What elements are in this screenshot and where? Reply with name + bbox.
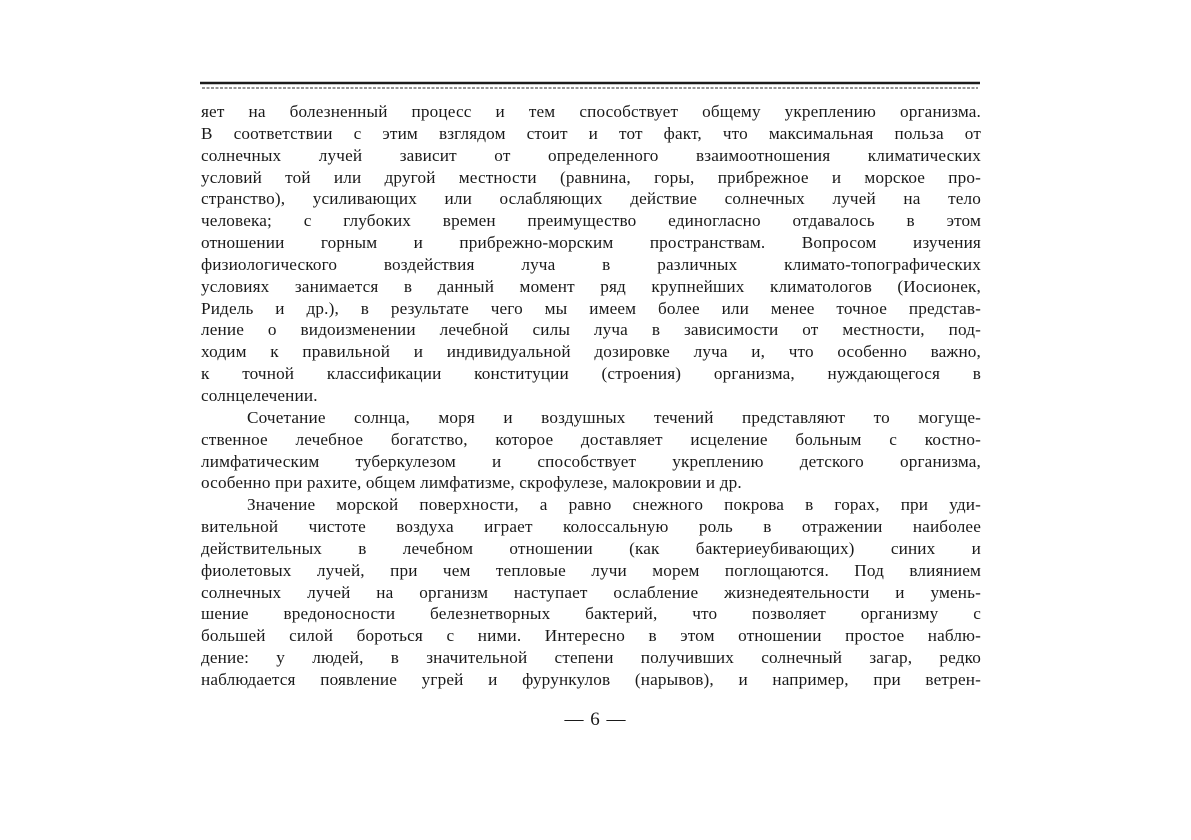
text-line: особенно при рахите, общем лимфатизме, скрофулезе, малокровии и др. [201, 473, 742, 493]
text-line: ственное лечебное богатство, которое доставляет исцеление больным с костно- [201, 429, 981, 449]
text-line: солнечных лучей на организм наступает ослабление жизнедеятельности и умень- [201, 582, 981, 602]
text-line: условий той или другой местности (равнина, горы, прибрежное и морское про- [201, 167, 981, 187]
paragraph-2 [201, 407, 981, 494]
text-line: к точной классификации конституции (строения) организма, нуждающегося в [201, 364, 981, 384]
text-line: условиях занимается в данный момент ряд крупнейших климатологов (Иосионек, [201, 276, 981, 296]
page-number: — 6 — [564, 709, 627, 730]
text-line: солнцелечении. [201, 385, 318, 405]
text-line: лимфатическим туберкулезом и способствует укреплению детского организма, [201, 451, 981, 471]
paragraph-3 [201, 494, 981, 691]
body-text [201, 101, 981, 691]
text-line: солнечных лучей зависит от определенного взаимоотношения климатических [201, 145, 981, 165]
header-rule [200, 79, 980, 95]
text-line: шение вредоносности белезнетворных бактерий, что позволяет организму с [201, 604, 981, 624]
text-line: ление о видоизменении лечебной силы луча в зависимости от местности, под- [201, 320, 981, 340]
text-line: дение: у людей, в значительной степени получивших солнечный загар, редко [201, 648, 981, 668]
text-line: ходим к правильной и индивидуальной дозировке луча и, что особенно важно, [201, 342, 981, 362]
text-line: Сочетание солнца, моря и воздушных течений представляют то могуще- [247, 407, 981, 427]
text-line: странство), усиливающих или ослабляющих действие солнечных лучей на тело [201, 189, 981, 209]
text-line: отношении горным и прибрежно-морским пространствам. Вопросом изучения [201, 233, 981, 253]
text-line: яет на болезненный процесс и тем способствует общему укреплению организма. [201, 102, 981, 121]
paragraph-1 [201, 101, 981, 407]
text-line: человека; с глубоких времен преимущество единогласно отдавалось в этом [201, 211, 981, 231]
text-line: Ридель и др.), в результате чего мы имеем более или менее точное представ- [201, 298, 981, 318]
text-line: вительной чистоте воздуха играет колоссальную роль в отражении наиболее [201, 517, 981, 537]
text-line: большей силой бороться с ними. Интересно в этом отношении простое наблю- [201, 626, 981, 646]
text-line: действительных в лечебном отношении (как бактериеубивающих) синих и [201, 538, 981, 558]
text-line: В соответствии с этим взглядом стоит и тот факт, что максимальная польза от [201, 123, 981, 143]
text-line: наблюдается появление угрей и фурункулов (нарывов), и например, при ветрен- [201, 669, 981, 689]
text-line: Значение морской поверхности, а равно снежного покрова в горах, при уди- [247, 495, 981, 515]
text-line: физиологического воздействия луча в различных климато-топографических [201, 254, 981, 274]
text-line: фиолетовых лучей, при чем тепловые лучи морем поглощаются. Под влиянием [201, 560, 981, 580]
